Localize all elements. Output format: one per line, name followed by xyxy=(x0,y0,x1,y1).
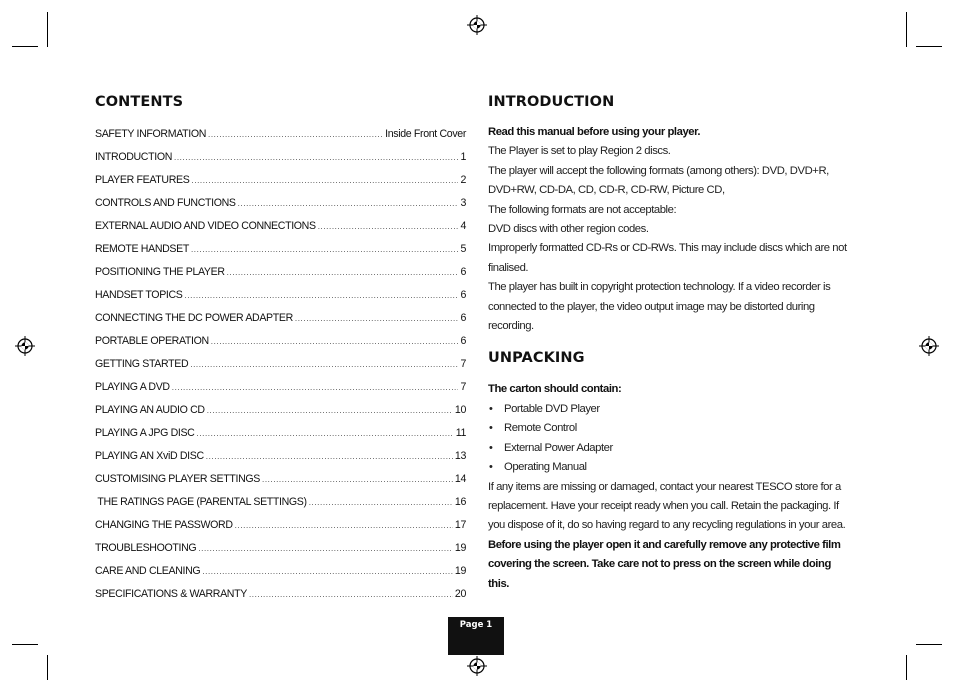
toc-entry xyxy=(95,491,466,514)
crop-mark xyxy=(916,644,942,645)
toc-entry-title: PLAYING AN AUDIO CD xyxy=(95,404,205,416)
list-item xyxy=(488,439,853,458)
toc-entry xyxy=(95,445,466,468)
toc-entry xyxy=(95,468,466,491)
toc-entry-page: 7 xyxy=(460,381,466,393)
list-item-label: External Power Adapter xyxy=(504,441,613,454)
toc-entry-page: 5 xyxy=(460,243,466,255)
toc-leader-dots xyxy=(211,330,459,353)
introduction-section xyxy=(488,94,853,594)
toc-leader-dots xyxy=(196,422,453,445)
contents-section xyxy=(95,94,466,606)
crop-mark xyxy=(906,655,907,680)
list-item xyxy=(488,419,853,438)
list-item-label: Remote Control xyxy=(504,422,577,435)
toc-entry-title: POSITIONING THE PLAYER xyxy=(95,266,225,278)
crop-mark xyxy=(906,12,907,47)
registration-mark-icon xyxy=(467,656,487,676)
toc-leader-dots xyxy=(191,238,458,261)
unpacking-heading: UNPACKING xyxy=(488,350,585,367)
crop-mark xyxy=(12,46,38,47)
page-number-label: Page 1 xyxy=(459,620,493,630)
toc-leader-dots xyxy=(208,123,383,146)
toc-entry xyxy=(95,215,466,238)
registration-mark-icon xyxy=(15,336,35,356)
toc-entry-page: 6 xyxy=(460,312,466,324)
toc-entry-page: 19 xyxy=(454,542,466,554)
list-item xyxy=(488,400,853,419)
toc-entry-page: 1 xyxy=(460,151,466,163)
toc-leader-dots xyxy=(174,146,458,169)
toc-entry-title: INTRODUCTION xyxy=(95,151,173,163)
toc-leader-dots xyxy=(191,169,458,192)
toc-entry-page: 13 xyxy=(454,450,466,462)
intro-paragraph: DVD discs with other region codes. xyxy=(488,223,649,236)
toc-leader-dots xyxy=(227,261,459,284)
crop-mark xyxy=(12,644,38,645)
toc-entry-title: PLAYER FEATURES xyxy=(95,174,190,186)
toc-entry-page: 6 xyxy=(460,289,466,301)
toc-entry xyxy=(95,146,466,169)
toc-leader-dots xyxy=(172,376,459,399)
toc-leader-dots xyxy=(202,560,453,583)
intro-paragraph: The player will accept the following formats (among others): DVD, DVD+R, DVD+RW, CD-DA, CD, CD-R, CD-RW, Picture CD, xyxy=(488,164,829,197)
toc-entry-title: SPECIFICATIONS & WARRANTY xyxy=(95,588,247,600)
bullet-icon: • xyxy=(489,422,493,435)
carton-contents-list xyxy=(488,400,853,478)
toc-entry xyxy=(95,192,466,215)
toc-leader-dots xyxy=(235,514,453,537)
toc-entry-title: CHANGING THE PASSWORD xyxy=(95,519,233,531)
toc-leader-dots xyxy=(190,353,458,376)
intro-paragraph: The following formats are not acceptable: xyxy=(488,203,677,216)
list-item-label: Operating Manual xyxy=(504,461,587,474)
contents-heading: CONTENTS xyxy=(95,94,184,110)
table-of-contents xyxy=(95,123,466,606)
toc-entry-page: 10 xyxy=(454,404,466,416)
toc-entry xyxy=(95,422,466,445)
toc-entry xyxy=(95,169,466,192)
toc-leader-dots xyxy=(318,215,459,238)
toc-entry-page: 4 xyxy=(460,220,466,232)
bullet-icon: • xyxy=(489,461,493,474)
toc-entry-page: 19 xyxy=(454,565,466,577)
toc-entry-title: CONNECTING THE DC POWER ADAPTER xyxy=(95,312,293,324)
toc-entry xyxy=(95,123,466,146)
introduction-body xyxy=(488,123,853,336)
bullet-icon: • xyxy=(489,441,493,454)
toc-leader-dots xyxy=(309,491,453,514)
toc-entry-title: PLAYING A DVD xyxy=(95,381,170,393)
toc-entry xyxy=(95,307,466,330)
toc-leader-dots xyxy=(207,399,453,422)
toc-entry-page: 6 xyxy=(460,335,466,347)
intro-paragraph: The Player is set to play Region 2 discs. xyxy=(488,145,671,158)
toc-entry-title: HANDSET TOPICS xyxy=(95,289,183,301)
toc-leader-dots xyxy=(238,192,459,215)
toc-entry-page: 7 xyxy=(460,358,466,370)
toc-entry-page: 11 xyxy=(455,427,466,439)
registration-mark-icon xyxy=(919,336,939,356)
list-item-label: Portable DVD Player xyxy=(504,402,600,415)
toc-entry-page: 16 xyxy=(454,496,466,508)
toc-leader-dots xyxy=(198,537,453,560)
toc-leader-dots xyxy=(295,307,459,330)
crop-mark xyxy=(916,46,942,47)
unpacking-body xyxy=(488,380,853,593)
toc-leader-dots xyxy=(249,583,453,606)
page-number-badge xyxy=(448,617,504,655)
toc-entry-title: EXTERNAL AUDIO AND VIDEO CONNECTIONS xyxy=(95,220,316,232)
toc-entry-page: 6 xyxy=(460,266,466,278)
toc-entry-title: CONTROLS AND FUNCTIONS xyxy=(95,197,236,209)
toc-leader-dots xyxy=(262,468,453,491)
toc-leader-dots xyxy=(206,445,453,468)
intro-paragraph: Improperly formatted CD-Rs or CD-RWs. This may include discs which are not finalised. xyxy=(488,242,847,274)
unpacking-lead: The carton should contain: xyxy=(488,383,622,396)
toc-entry xyxy=(95,330,466,353)
registration-mark-icon xyxy=(467,15,487,35)
list-item xyxy=(488,458,853,477)
toc-entry xyxy=(95,583,466,606)
bullet-icon: • xyxy=(489,402,493,415)
toc-entry xyxy=(95,261,466,284)
introduction-heading: INTRODUCTION xyxy=(488,94,615,110)
toc-entry-title: CUSTOMISING PLAYER SETTINGS xyxy=(95,473,260,485)
toc-entry-title: PORTABLE OPERATION xyxy=(95,335,209,347)
toc-entry-title: THE RATINGS PAGE (PARENTAL SETTINGS) xyxy=(95,496,307,508)
toc-entry-page: 2 xyxy=(460,174,466,186)
toc-entry xyxy=(95,537,466,560)
toc-entry-title: TROUBLESHOOTING xyxy=(95,542,197,554)
intro-paragraph: The player has built in copyright protection technology. If a video recorder is connected to the player, the video output image may be distorted during recording. xyxy=(488,281,831,333)
toc-entry xyxy=(95,560,466,583)
toc-entry-title: PLAYING AN XviD DISC xyxy=(95,450,204,462)
toc-entry xyxy=(95,399,466,422)
toc-entry-title: CARE AND CLEANING xyxy=(95,565,201,577)
toc-entry-title: PLAYING A JPG DISC xyxy=(95,427,195,439)
toc-entry-page: 20 xyxy=(454,588,466,600)
unpacking-warning: Before using the player open it and carefully remove any protective film covering the screen. Take care not to press on the screen while doing this. xyxy=(488,538,841,590)
toc-entry-page: Inside Front Cover xyxy=(385,128,466,140)
toc-entry xyxy=(95,353,466,376)
toc-entry xyxy=(95,284,466,307)
toc-entry-page: 17 xyxy=(454,519,466,531)
toc-leader-dots xyxy=(185,284,459,307)
toc-entry xyxy=(95,514,466,537)
crop-mark xyxy=(47,655,48,680)
crop-mark xyxy=(47,12,48,47)
toc-entry-title: GETTING STARTED xyxy=(95,358,189,370)
toc-entry xyxy=(95,376,466,399)
toc-entry-title: REMOTE HANDSET xyxy=(95,243,189,255)
introduction-lead: Read this manual before using your player. xyxy=(488,126,701,138)
unpacking-note: If any items are missing or damaged, contact your nearest TESCO store for a replacement. Have your receipt ready when you call. Retain the packaging. If you dispose of it, do so having regard to any recycling regulations in your area. xyxy=(488,480,846,532)
toc-entry-title: SAFETY INFORMATION xyxy=(95,128,207,140)
toc-entry-page: 14 xyxy=(454,473,466,485)
toc-entry-page: 3 xyxy=(460,197,466,209)
toc-entry xyxy=(95,238,466,261)
